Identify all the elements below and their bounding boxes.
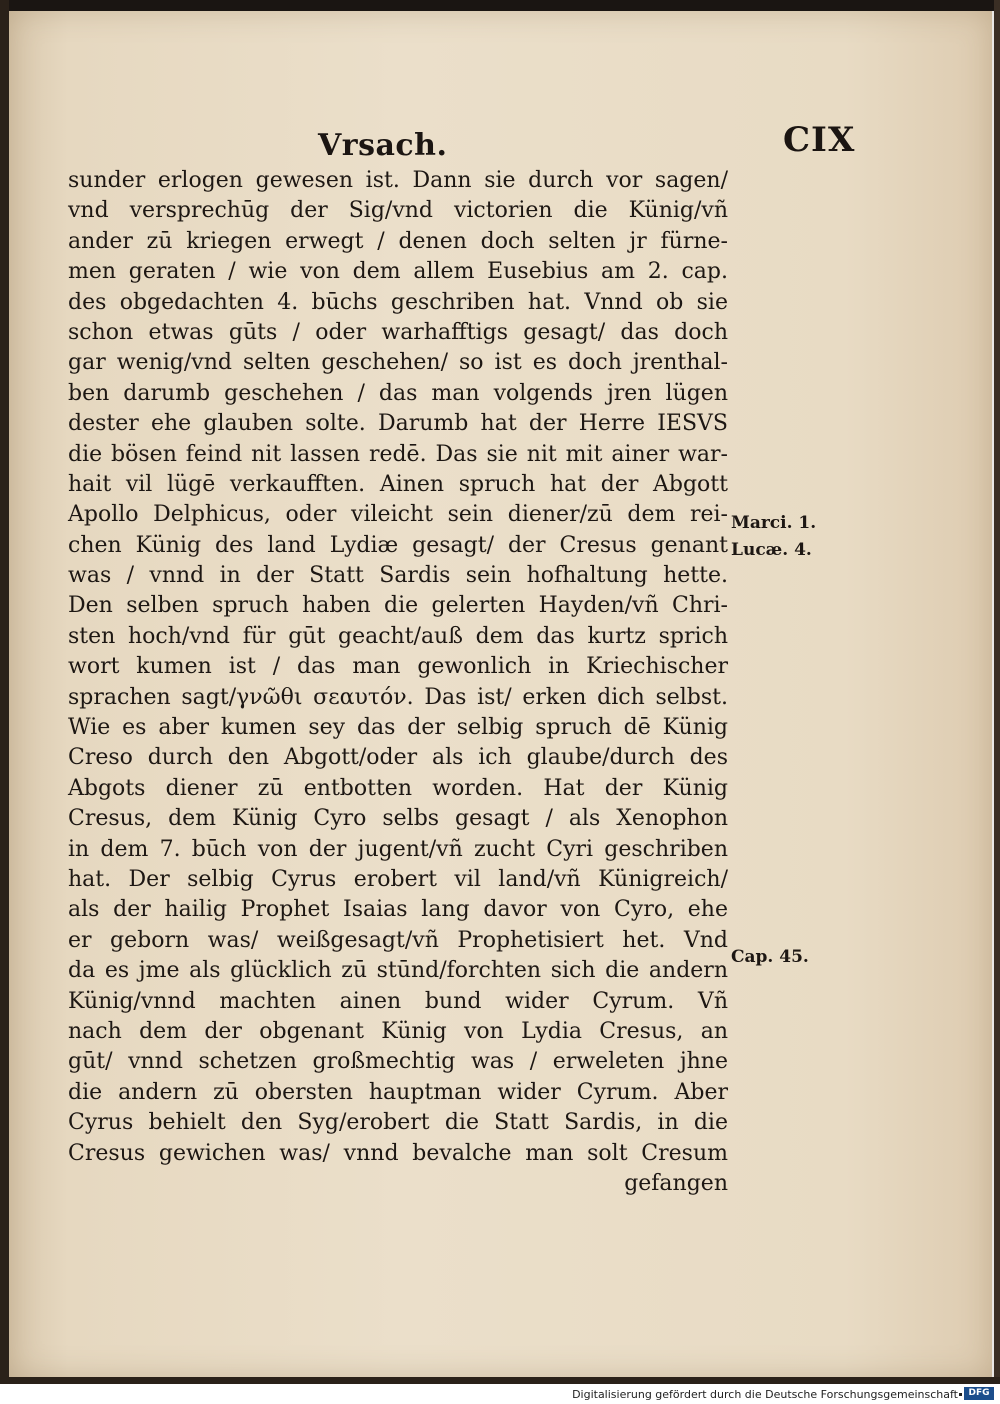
text-line: Wie es aber kumen sey das der selbig spruch dē Künig [68, 715, 728, 741]
text-line: ben darumb geschehen / das man volgends jren lügen [68, 380, 728, 406]
text-line: chen Künig des land Lydiæ gesagt/ der Cresus genant [68, 532, 728, 558]
text-line: als der hailig Prophet Isaias lang davor von Cyro, ehe [68, 897, 728, 923]
text-line: Den selben spruch haben die gelerten Hayden/vñ Chri- [68, 593, 728, 619]
text-line: Apollo Delphicus, oder vileicht sein diener/zū dem rei- [68, 502, 728, 528]
margin-note: Marci. 1. [731, 513, 817, 533]
text-line: sunder erlogen gewesen ist. Dann sie durch vor sagen/ [68, 168, 728, 193]
scan-border-left [0, 0, 9, 1380]
body-text [68, 166, 728, 1199]
text-line: da es jme als glücklich zū stūnd/forchten sich die andern [68, 958, 728, 984]
book-page [9, 11, 992, 1377]
text-line: gar wenig/vnd selten geschehen/ so ist es doch jrenthal- [68, 350, 728, 376]
text-line: gūt/ vnnd schetzen großmechtig was / erweleten jhne [68, 1049, 728, 1075]
page-number: CIX [783, 120, 856, 160]
text-line: Creso durch den Abgott/oder als ich glaube/durch des [68, 745, 728, 771]
text-line: wort kumen ist / das man gewonlich in Kriechischer [68, 654, 728, 680]
text-line: Künig/vnnd machten ainen bund wider Cyrum. Vñ [68, 988, 728, 1014]
text-line: hat. Der selbig Cyrus erobert vil land/vñ Künigreich/ [68, 866, 728, 892]
running-head: Vrsach. [318, 128, 448, 163]
text-line: in dem 7. būch von der jugent/vñ zucht Cyri geschriben [68, 836, 728, 862]
text-line: vnd versprechūg der Sig/vnd victorien die Künig/vñ [68, 198, 728, 224]
text-line: die andern zū obersten hauptman wider Cyrum. Aber [68, 1079, 728, 1105]
text-line: Cresus, dem Künig Cyro selbs gesagt / als Xenophon [68, 806, 728, 832]
scan-border-top [0, 0, 1000, 11]
separator-dot [959, 1393, 962, 1396]
text-line: des obgedachten 4. būchs geschriben hat. Vnnd ob sie [68, 289, 728, 315]
text-line: sprachen sagt/γνῶθι σεαυτόν. Das ist/ erken dich selbst. [68, 684, 728, 710]
funding-credit: Digitalisierung gefördert durch die Deutsche Forschungsgemeinschaft [572, 1388, 958, 1401]
text-line: er geborn was/ weißgesagt/vñ Prophetisiert het. Vnd [68, 927, 728, 953]
text-line: Cyrus behielt den Syg/erobert die Statt Sardis, in die [68, 1110, 728, 1136]
scan-border-bottom [0, 1377, 1000, 1384]
text-line: schon etwas gūts / oder warhafftigs gesagt/ das doch [68, 319, 728, 345]
text-line: hait vil lügē verkaufften. Ainen spruch hat der Abgott [68, 471, 728, 497]
text-line: sten hoch/vnd für gūt geacht/auß dem das kurtz sprich [68, 623, 728, 649]
dfg-logo: DFG [964, 1387, 994, 1400]
text-line: ander zū kriegen erwegt / denen doch selten jr fürne- [68, 228, 728, 254]
text-line: nach dem der obgenant Künig von Lydia Cresus, an [68, 1018, 728, 1044]
scan-border-right [994, 0, 1000, 1380]
text-line: men geraten / wie von dem allem Eusebius am 2. cap. [68, 259, 728, 285]
text-line: dester ehe glauben solte. Darumb hat der Herre IESVS [68, 411, 728, 437]
text-line: die bösen feind nit lassen redē. Das sie nit mit ainer war- [68, 441, 728, 467]
text-line: Cresus gewichen was/ vnnd bevalche man solt Cresum [68, 1140, 728, 1166]
margin-note: Lucæ. 4. [731, 540, 812, 560]
margin-note: Cap. 45. [731, 947, 809, 967]
text-line: Abgots diener zū entbotten worden. Hat der Künig [68, 775, 728, 801]
catchword: gefangen [624, 1170, 728, 1196]
text-line: was / vnnd in der Statt Sardis sein hofhaltung hette. [68, 563, 728, 589]
